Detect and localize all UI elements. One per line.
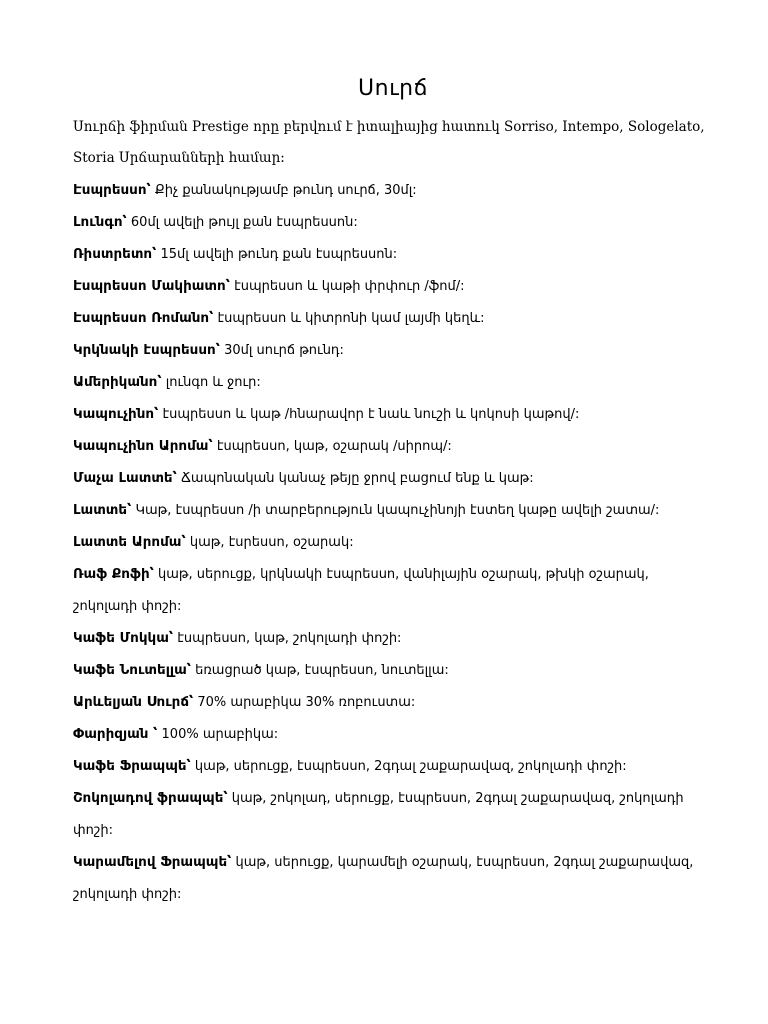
entry-term: Լատտե Արոմա — [73, 534, 182, 550]
menu-entry — [73, 238, 713, 270]
entry-description: 70% արաբիկա 30% ռոբուստա: — [193, 695, 416, 710]
entry-description: Կաթ, էսպրեսսո /ի տարբերություն կապուչինոյի էստեղ կաթը ավելի շատա/: — [131, 503, 660, 518]
entry-term: Կապուչինո — [73, 406, 155, 422]
entry-separator: ՝ — [146, 182, 151, 198]
entry-description: 30մլ սուրճ թունդ: — [219, 343, 344, 358]
menu-entry — [73, 750, 713, 782]
menu-entry — [73, 462, 713, 494]
entry-separator: ՝ — [181, 534, 186, 550]
entry-description: էսպրեսսո և կաթի փրփուր /ֆոմ/: — [229, 279, 465, 294]
menu-entry — [73, 686, 713, 718]
entry-term: Ռաֆ Քոֆի — [73, 566, 150, 582]
entry-separator: ՝ — [225, 278, 230, 294]
intro-paragraph: Սուրճի ֆիրման Prestige որը բերվում է իտալիայից հատուկ Sorriso, Intempo, Sologelato, Storia Սրճարանների համար: — [73, 119, 705, 166]
entry-description: կաթ, շոկոլադ, սերուցք, էսպրեսսո, 2գդալ շաքարավազ, շոկոլադի փոշի: — [73, 791, 684, 838]
menu-entry — [73, 174, 713, 206]
entry-description: էսպրեսսո, կաթ, շոկոլադի փոշի: — [173, 631, 402, 646]
menu-entry — [73, 558, 713, 622]
menu-entry — [73, 526, 713, 558]
entry-term: Արևելյան Սուրճ — [73, 694, 190, 710]
entry-term: Ամերիկանո — [73, 374, 158, 390]
menu-entry — [73, 206, 713, 238]
entry-description: կաթ, էսրեսսո, օշարակ: — [185, 535, 354, 550]
entry-separator: ՝ — [189, 694, 194, 710]
entry-description: 100% արաբիկա: — [157, 727, 279, 742]
entry-term: Լունգո — [73, 214, 123, 230]
entry-term: Կապուչինո Արոմա — [73, 438, 209, 454]
entry-separator: ՝ — [122, 214, 127, 230]
entry-separator: ՝ — [215, 342, 220, 358]
entry-description: լունգո և ջուր: — [161, 375, 261, 390]
menu-entry — [73, 622, 713, 654]
menu-entry — [73, 398, 713, 430]
entry-separator: ՝ — [186, 662, 191, 678]
menu-entry — [73, 430, 713, 462]
entry-term: Լատտե — [73, 502, 128, 518]
entry-term: Էսպրեսսո — [73, 182, 147, 198]
entry-term: Կարամելով Ֆրապպե — [73, 854, 228, 870]
document-title: Սուրճ — [358, 76, 428, 101]
entry-separator: ՝ — [157, 374, 162, 390]
entry-term: Շոկոլադով ֆրապպե — [73, 790, 224, 806]
entry-description: էսպրեսսո և կաթ /հնարավոր է նաև նուշի և կոկոսի կաթով/: — [158, 407, 580, 422]
entry-separator: ՝ — [152, 246, 157, 262]
entry-description: կաթ, սերուցք, կարամելի օշարակ, էսպրեսսո, 2գդալ շաքարավազ, շոկոլադի փոշի: — [73, 855, 694, 902]
entry-separator: ՝ — [153, 726, 158, 742]
entry-term: Կաֆե Ֆրապպե — [73, 758, 187, 774]
entry-separator: ՝ — [127, 502, 132, 518]
entry-description: Ճապոնական կանաչ թեյը ջրով բացում ենք և կաթ: — [176, 471, 534, 486]
entry-description: Քիչ քանակությամբ թունդ սուրճ, 30մլ: — [150, 183, 417, 198]
entry-separator: ՝ — [227, 854, 232, 870]
entry-separator: ՝ — [223, 790, 228, 806]
document-page — [73, 0, 713, 910]
entry-separator: ՝ — [168, 630, 174, 646]
entry-separator: ՝ — [209, 310, 214, 326]
entry-term: Կաֆե Մոկկա — [73, 630, 169, 646]
menu-entries-list — [73, 174, 713, 910]
entry-term: Էսպրեսսո Ռոմանո — [73, 310, 210, 326]
menu-entry — [73, 654, 713, 686]
menu-entry — [73, 846, 713, 910]
entry-separator: ՝ — [172, 470, 177, 486]
entry-description: էսպրեսսո և կիտրոնի կամ լայմի կեղև: — [213, 311, 485, 326]
menu-entry — [73, 494, 713, 526]
menu-entry — [73, 718, 713, 750]
entry-separator: ՝ — [186, 758, 191, 774]
menu-entry — [73, 366, 713, 398]
entry-term: Ռիստրետո — [73, 246, 153, 262]
entry-description: 60մլ ավելի թույլ քան էսպրեսսոն: — [126, 215, 358, 230]
entry-description: էսպրեսսո, կաթ, օշարակ /սիրոպ/: — [212, 439, 452, 454]
menu-entry — [73, 302, 713, 334]
menu-entry — [73, 270, 713, 302]
entry-term: Փարիզյան — [73, 726, 154, 742]
entry-separator: ՝ — [149, 566, 154, 582]
menu-entry — [73, 334, 713, 366]
entry-separator: ՝ — [154, 406, 159, 422]
entry-description: 15մլ ավելի թունդ քան էսպրեսսոն: — [156, 247, 398, 262]
menu-entry — [73, 782, 713, 846]
entry-description: կաթ, սերուցք, կրկնակի էսպրեսսո, վանիլային օշարակ, թխկի օշարակ, շոկոլադի փոշի: — [73, 567, 649, 614]
entry-description: եռացրած կաթ, էսպրեսսո, նուտելլա: — [190, 663, 449, 678]
entry-term: Էսպրեսսո Մակիատո — [73, 278, 226, 294]
entry-term: Մաչա Լատտե — [73, 470, 173, 486]
entry-description: կաթ, սերուցք, էսպրեսսո, 2գդալ շաքարավազ, շոկոլադի փոշի: — [190, 759, 627, 774]
entry-separator: ՝ — [208, 438, 213, 454]
entry-term: Կաֆե Նուտելլա — [73, 662, 187, 678]
entry-term: Կրկնակի էսպրեսսո — [73, 342, 216, 358]
